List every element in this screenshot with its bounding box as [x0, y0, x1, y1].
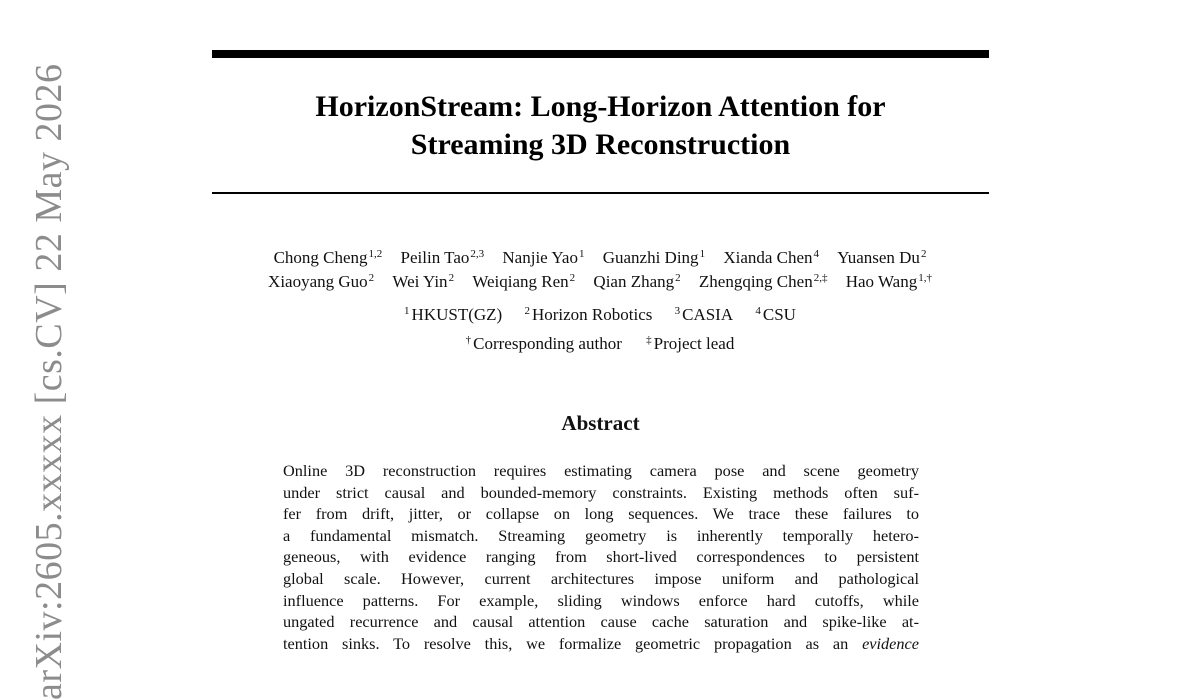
author-row-2 [150, 270, 1050, 294]
abstract-line: tention sinks. To resolve this, we formalize geometric propagation as an evidence [283, 633, 919, 653]
author: Hao Wang$^{1,\dagger}$ [845, 272, 932, 291]
abstract-line: ungated recurrence and causal attention cause cache saturation and spike-like at- [283, 612, 919, 632]
affiliation-list [150, 303, 1050, 327]
title-top-rule [212, 50, 989, 58]
abstract-line: fer from drift, jitter, or collapse on long sequences. We trace these failures to [283, 504, 919, 524]
abstract-body [283, 460, 919, 654]
affiliation: $^4$ CSU [755, 305, 796, 324]
abstract-heading: Abstract [561, 411, 640, 435]
author: Yuansen Du$^2$ [837, 248, 927, 267]
corresponding-author-note: † Corresponding author [465, 334, 622, 353]
affiliation: $^2$ Horizon Robotics [524, 305, 653, 324]
author-notes [150, 332, 1050, 356]
abstract-line: Online 3D reconstruction requires estimating camera pose and scene geometry [283, 461, 919, 480]
author: Peilin Tao$^{2,3}$ [400, 248, 485, 267]
author-list [150, 246, 1050, 294]
project-lead-note: ‡ Project lead [646, 334, 735, 353]
abstract-line: a fundamental mismatch. Streaming geometry is inherently temporally hetero- [283, 525, 919, 545]
author: Nanjie Yao$^1$ [502, 248, 585, 267]
title-line-1: HorizonStream: Long-Horizon Attention for [315, 90, 886, 123]
abstract-line: global scale. However, current architectures impose uniform and pathological [283, 568, 919, 588]
author: Xiaoyang Guo$^2$ [268, 272, 375, 291]
title-line-2: Streaming 3D Reconstruction [410, 128, 791, 161]
author: Wei Yin$^2$ [392, 272, 455, 291]
author: Xianda Chen$^4$ [723, 248, 820, 267]
paper-title [212, 88, 989, 164]
author: Guanzhi Ding$^1$ [602, 248, 706, 267]
author: Zhengqing Chen$^{2,\ddagger}$ [698, 272, 828, 291]
affiliation: $^3$ CASIA [674, 305, 734, 324]
author: Qian Zhang$^2$ [593, 272, 681, 291]
abstract-line: geneous, with evidence ranging from short-lived correspondences to persistent [283, 547, 919, 567]
author: Chong Cheng$^{1,2}$ [273, 248, 383, 267]
title-bottom-rule [212, 192, 989, 194]
arxiv-margin-stamp: arXiv:2605.xxxxx [cs.CV] 22 May 2026 [28, 63, 70, 700]
abstract-emphasis: evidence [862, 633, 919, 653]
affiliation: $^1$ HKUST(GZ) [404, 305, 503, 324]
author: Weiqiang Ren$^2$ [472, 272, 576, 291]
abstract-line: influence patterns. For example, sliding windows enforce hard cutoffs, while [283, 590, 919, 610]
abstract-line: under strict causal and bounded-memory constraints. Existing methods often suf- [283, 482, 919, 502]
author-row-1 [150, 246, 1050, 270]
